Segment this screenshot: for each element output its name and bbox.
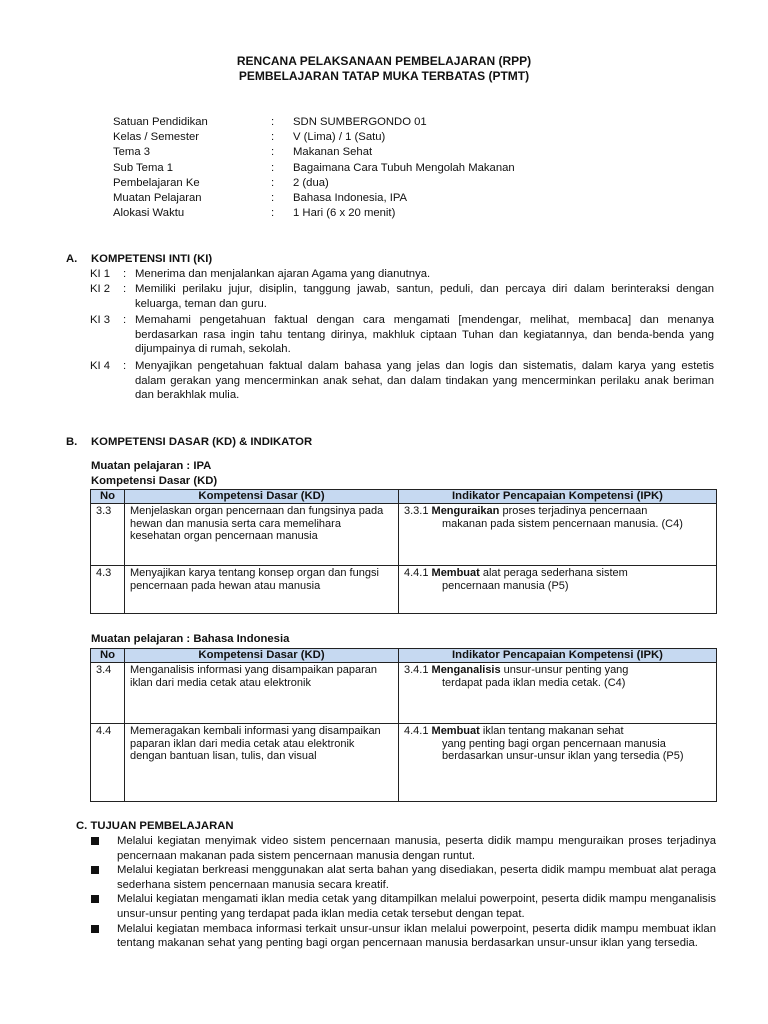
list-item: [91, 834, 716, 863]
bi-kd-table: [90, 648, 717, 802]
section-letter: A.: [66, 253, 78, 265]
list-item-text: Melalui kegiatan berkreasi menggunakan alat serta bahan yang disediakan, peserta didik mampu membuat alat peraga sederhana sistem pencernaan manusia secara kreatif.: [117, 864, 716, 891]
identity-colon: :: [271, 207, 275, 220]
identity-colon: :: [271, 176, 275, 189]
ipk-continuation: yang penting bagi organ pencernaan manusia berdasarkan unsur-unsur iklan yang tersedia (P5): [442, 737, 684, 763]
identity-value: SDN SUMBERGONDO 01: [293, 116, 427, 128]
identity-value: Makanan Sehat: [293, 146, 373, 159]
identity-label: Muatan Pelajaran: [113, 191, 202, 204]
table-header-row: [91, 649, 717, 663]
list-item: [91, 922, 716, 951]
ki-code: KI 2: [90, 283, 111, 295]
table-row: [91, 504, 717, 566]
identity-label: Alokasi Waktu: [113, 207, 185, 220]
identity-label: Kelas / Semester: [113, 131, 200, 144]
doc-title-line2: PEMBELAJARAN TATAP MUKA TERBATAS (PTMT): [238, 69, 530, 83]
ipk-text: proses terjadinya pencernaan: [502, 505, 648, 517]
cell-kd: Menjelaskan organ pencernaan dan fungsinya pada hewan dan manusia serta cara memelihara kesehatan organ pencernaan manusia: [125, 504, 399, 566]
identity-row: [113, 206, 673, 221]
identity-value: 1 Hari (6 x 20 menit): [293, 207, 396, 220]
ipk-number: 3.3.1: [404, 505, 429, 517]
ipk-text: iklan tentang makanan sehat: [482, 725, 624, 737]
identity-colon: :: [271, 191, 275, 204]
table-header-kd: Kompetensi Dasar (KD): [125, 649, 399, 663]
identity-row: [113, 176, 673, 191]
section-c-heading: [76, 819, 234, 834]
ipk-verb: Membuat: [431, 725, 480, 737]
table-row: [91, 566, 717, 614]
table-header-kd: Kompetensi Dasar (KD): [125, 490, 399, 504]
table-row: [91, 724, 717, 802]
identity-label: Pembelajaran Ke: [113, 176, 200, 189]
bi-subject-heading: Muatan pelajaran : Bahasa Indonesia: [91, 633, 290, 645]
cell-ipk: [399, 566, 717, 614]
identity-value: V (Lima) / 1 (Satu): [293, 131, 386, 144]
ki-text: Menerima dan menjalankan ajaran Agama yang dianutnya.: [135, 268, 431, 280]
table-header-ipk: Indikator Pencapaian Kompetensi (IPK): [399, 490, 717, 504]
identity-block: [113, 115, 673, 221]
identity-colon: :: [271, 146, 275, 159]
section-a-heading: [66, 252, 212, 267]
identity-colon: :: [271, 131, 275, 144]
table-header-no: No: [91, 649, 125, 663]
ipk-text: unsur-unsur penting yang: [503, 664, 629, 676]
ipk-continuation: pencernaan manusia (P5): [442, 579, 569, 592]
ipk-number: 4.4.1: [404, 567, 429, 579]
doc-title-line1: RENCANA PELAKSANAAN PEMBELAJARAN (RPP): [236, 54, 532, 68]
ki-text: Memahami pengetahuan faktual dengan cara mengamati [mendengar, melihat, membaca] dan menanya berdasarkan rasa ingin tahu tentang dirinya, makhluk ciptaan Tuhan dan kegiatannya, dan benda-benda yang dijumpainya di rumah, sekolah.: [135, 314, 714, 356]
cell-kd: Memeragakan kembali informasi yang disampaikan paparan iklan dari media cetak atau elektronik dengan bantuan lisan, tulis, dan visual: [125, 724, 399, 802]
ki-colon: :: [123, 360, 127, 372]
kd-label-heading: Kompetensi Dasar (KD): [91, 475, 218, 487]
section-b-heading: [66, 435, 312, 450]
cell-no: 3.4: [91, 663, 125, 724]
square-bullet-icon: [91, 895, 99, 903]
cell-no: 4.3: [91, 566, 125, 614]
identity-value: Bagaimana Cara Tubuh Mengolah Makanan: [293, 161, 515, 174]
ki-code: KI 3: [90, 314, 111, 326]
identity-row: [113, 145, 673, 160]
cell-no: 4.4: [91, 724, 125, 802]
ipk-continuation: makanan pada sistem pencernaan manusia. (C4): [442, 517, 683, 530]
ki-item: [90, 282, 714, 311]
ipk-text: alat peraga sederhana sistem: [482, 567, 628, 579]
square-bullet-icon: [91, 866, 99, 874]
ki-item: [90, 267, 714, 282]
ki-text: Menyajikan pengetahuan faktual dalam bahasa yang jelas dan logis dan sistematis, dalam karya yang estetis dalam gerakan yang mencerminkan anak sehat, dan dalam tindakan yang mencerminkan perilaku anak beriman dan berakhlak mulia.: [135, 360, 714, 402]
section-letter: B.: [66, 436, 78, 448]
ki-colon: :: [123, 268, 127, 280]
identity-label: Satuan Pendidikan: [113, 116, 208, 128]
ki-item: [90, 359, 714, 403]
ki-colon: :: [123, 283, 127, 295]
ki-item: [90, 313, 714, 357]
identity-colon: :: [271, 161, 275, 174]
cell-ipk: [399, 724, 717, 802]
cell-kd: Menganalisis informasi yang disampaikan paparan iklan dari media cetak atau elektronik: [125, 663, 399, 724]
ipa-subject-heading: Muatan pelajaran : IPA: [91, 460, 212, 472]
cell-no: 3.3: [91, 504, 125, 566]
identity-row: [113, 115, 673, 130]
cell-ipk: [399, 504, 717, 566]
tujuan-list: [91, 834, 716, 951]
cell-ipk: [399, 663, 717, 724]
square-bullet-icon: [91, 837, 99, 845]
list-item: [91, 892, 716, 921]
list-item-text: Melalui kegiatan mengamati iklan media cetak yang ditampilkan melalui powerpoint, peserta didik mampu menganalisis unsur-unsur penting yang terdapat pada iklan media cetak tersebut dengan tepat.: [117, 893, 716, 920]
list-item: [91, 863, 716, 892]
ipa-kd-table: [90, 489, 717, 614]
identity-value: 2 (dua): [293, 176, 329, 189]
table-row: [91, 663, 717, 724]
ki-colon: :: [123, 314, 127, 326]
section-title: KOMPETENSI DASAR (KD) & INDIKATOR: [91, 436, 313, 448]
section-letter: C.: [76, 820, 88, 832]
cell-kd: Menyajikan karya tentang konsep organ dan fungsi pencernaan pada hewan atau manusia: [125, 566, 399, 614]
list-item-text: Melalui kegiatan membaca informasi terkait unsur-unsur iklan melalui powerpoint, peserta didik mampu membuat iklan tentang makanan sehat yang penting bagi organ pencernaan manusia berdasarkan unsur-unsur iklan yang tersedia.: [117, 922, 716, 950]
identity-row: [113, 161, 673, 176]
table-header-no: No: [91, 490, 125, 504]
identity-value: Bahasa Indonesia, IPA: [293, 191, 408, 204]
list-item-text: Melalui kegiatan menyimak video sistem pencernaan manusia, peserta didik mampu menguraikan proses terjadinya pencernaan makanan pada sistem pencernaan manusia dengan runtut.: [117, 835, 716, 862]
table-header-row: [91, 490, 717, 504]
ipk-verb: Menganalisis: [431, 664, 501, 676]
square-bullet-icon: [91, 925, 99, 933]
identity-colon: :: [271, 116, 275, 128]
ki-code: KI 4: [90, 360, 111, 372]
ki-code: KI 1: [90, 268, 111, 280]
section-title: KOMPETENSI INTI (KI): [91, 253, 213, 265]
table-header-ipk: Indikator Pencapaian Kompetensi (IPK): [399, 649, 717, 663]
ki-text: Memiliki perilaku jujur, disiplin, tanggung jawab, santun, peduli, dan percaya diri dalam berinteraksi dengan keluarga, teman dan guru.: [135, 283, 714, 310]
identity-row: [113, 130, 673, 145]
ipk-verb: Menguraikan: [431, 505, 500, 517]
ipk-continuation: terdapat pada iklan media cetak. (C4): [442, 676, 626, 689]
identity-row: [113, 191, 673, 206]
ipk-number: 3.4.1: [404, 664, 429, 676]
ipk-number: 4.4.1: [404, 725, 429, 737]
ipk-verb: Membuat: [431, 567, 480, 579]
identity-label: Sub Tema 1: [113, 161, 174, 174]
section-title: TUJUAN PEMBELAJARAN: [90, 820, 234, 832]
identity-label: Tema 3: [113, 146, 151, 159]
